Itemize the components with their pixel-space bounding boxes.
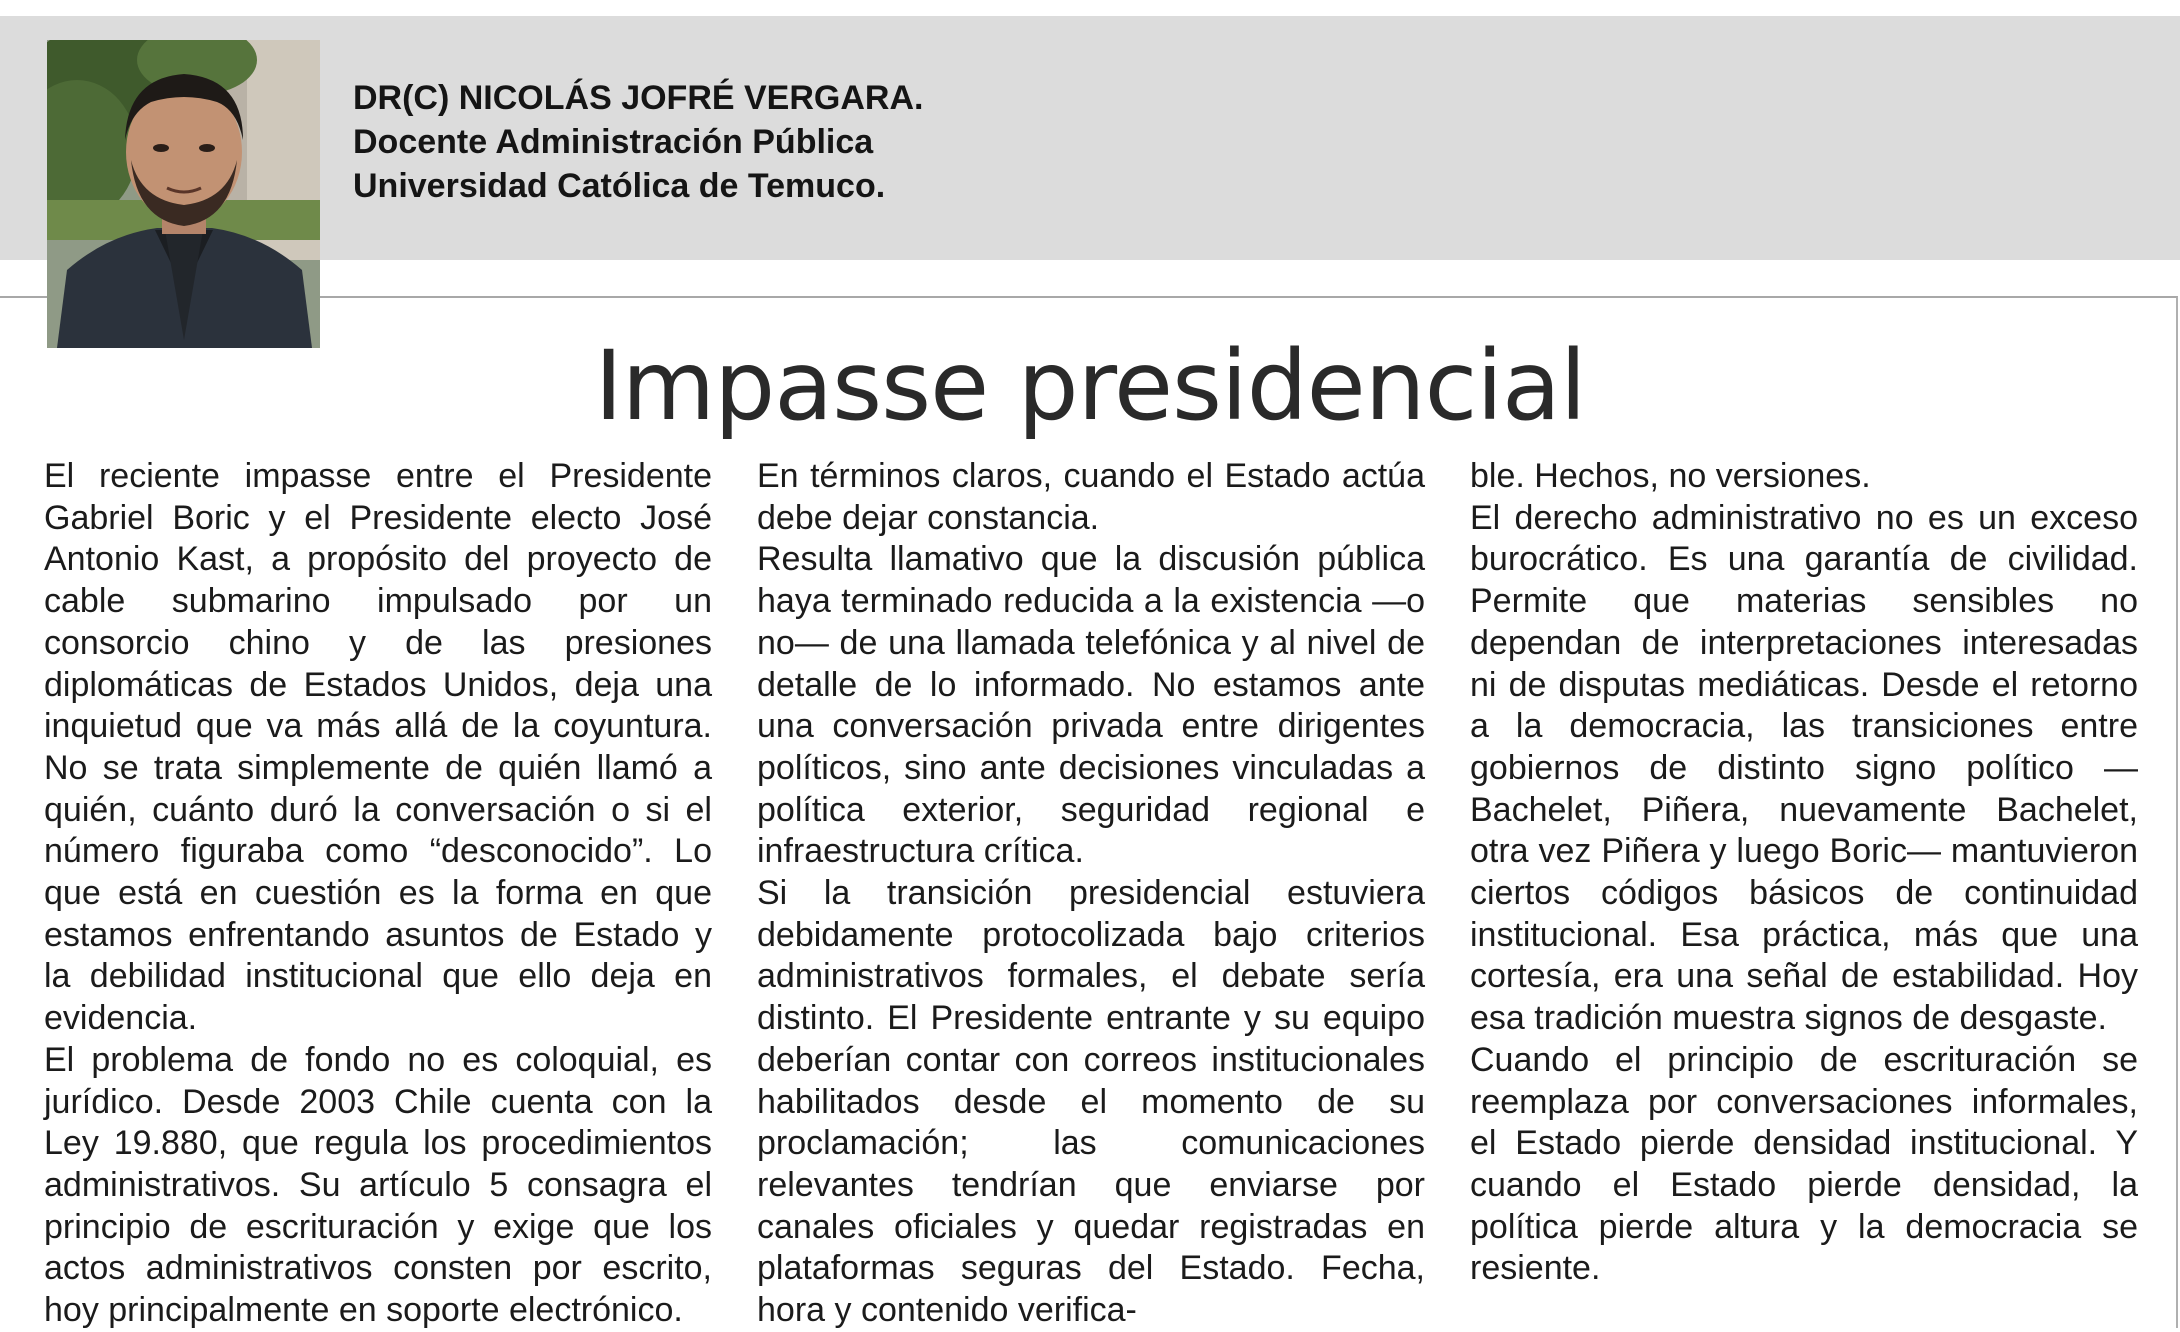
article-column-1	[44, 456, 712, 1332]
author-photo	[47, 40, 320, 348]
paragraph: ble. Hechos, no versiones.	[1470, 457, 1871, 495]
paragraph: Resulta llamativo que la discusión pública haya terminado reducida a la existencia —o no— de una llamada telefónica y al nivel de detalle de lo informado. No estamos ante una conversación privada entre dirigentes políticos, sino ante decisiones vinculadas a política exterior, seguridad regional e infraestructura crítica.	[757, 540, 1425, 871]
article-column-2	[757, 456, 1425, 1332]
paragraph: En términos claros, cuando el Estado actúa debe dejar constancia.	[757, 457, 1425, 537]
author-role: Docente Administración Pública	[353, 123, 874, 161]
article-headline: Impasse presidencial	[594, 330, 1586, 442]
author-name: DR(C) NICOLÁS JOFRÉ VERGARA.	[353, 79, 924, 117]
paragraph: El reciente impasse entre el Presidente Gabriel Boric y el Presidente electo José Antonio Kast, a propósito del proyecto de cable submarino impulsado por un consorcio chino y de las presiones diplomáticas de Estados Unidos, deja una inquietud que va más allá de la coyuntura. No se trata simplemente de quién llamó a quién, cuánto duró la conversación o si el número figuraba como “desconocido”. Lo que está en cuestión es la forma en que estamos enfrentando asuntos de Estado y la debilidad institucional que ello deja en evidencia.	[44, 457, 712, 1038]
paragraph: Cuando el principio de escrituración se reemplaza por conversaciones informales, el Estado pierde densidad institucional. Y cuando el Estado pierde densidad, la política pierde altura y la democracia se resiente.	[1470, 1040, 2138, 1288]
paragraph: El problema de fondo no es coloquial, es jurídico. Desde 2003 Chile cuenta con la Ley 19.880, que regula los procedimientos administrativos. Su artículo 5 consagra el principio de escrituración y exige que los actos administrativos consten por escrito, hoy principalmente en soporte electrónico.	[44, 1040, 712, 1330]
author-byline	[353, 76, 1253, 208]
paragraph: Si la transición presidencial estuviera debidamente protocolizada bajo criterios administrativos formales, el debate sería distinto. El Presidente entrante y su equipo deberían contar con correos institucionales habilitados desde el momento de su proclamación; las comunicaciones relevantes tendrían que enviarse por canales oficiales y quedar registradas en plataformas seguras del Estado. Fecha, hora y contenido verifica-	[757, 874, 1425, 1330]
author-institution: Universidad Católica de Temuco.	[353, 167, 886, 205]
paragraph: El derecho administrativo no es un exceso burocrático. Es una garantía de civilidad. Permite que materias sensibles no dependan de interpretaciones interesadas ni de disputas mediáticas. Desde el retorno a la democracia, las transiciones entre gobiernos de distinto signo político —Bachelet, Piñera, nuevamente Bachelet, otra vez Piñera y luego Boric— mantuvieron ciertos códigos básicos de continuidad institucional. Esa práctica, más que una cortesía, era una señal de estabilidad. Hoy esa tradición muestra signos de desgaste.	[1470, 498, 2138, 1038]
article-column-3	[1470, 456, 2138, 1290]
